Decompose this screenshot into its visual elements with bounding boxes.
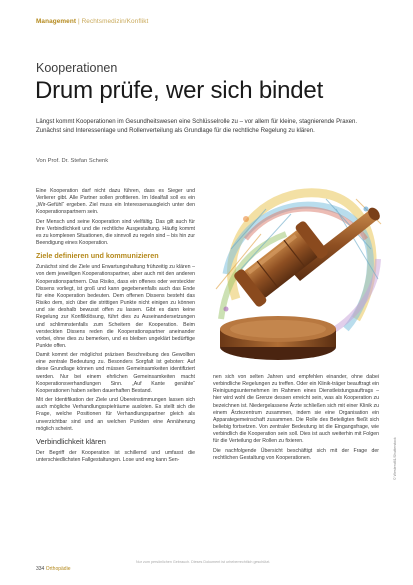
header-separator: | [76, 18, 82, 25]
gavel-sound-block [220, 316, 336, 360]
article-title: Drum prüfe, wer sich bindet [35, 77, 324, 104]
paragraph: Mit der Identifikation der Ziele und Übereinstimmungen lassen sich auch mögliche Verhandlungsspielräume ausloten. Es stellt sich die Frage, welche Positionen für Verhandlungspartner gleich als unverzichtbar sind und an welchen Punkten eine Annäherung möglich scheint. [36, 397, 195, 432]
article-author: Von Prof. Dr. Stefan Schenk [36, 158, 109, 164]
page-footer [36, 566, 70, 572]
article-lead: Längst kommt Kooperationen im Gesundheitswesen eine Schlüsselrolle zu – vor allem für kleine, stagnierende Praxen. Zunächst sind Interessenlage und Rollenverteilung als Grundlage für die rechtliche Regelung zu klären. [36, 118, 358, 134]
paragraph: Der Mensch und seine Kooperation sind vielfältig. Das gilt auch für ihre Verbindlichkeit und die rechtliche Ausgestaltung. Häufig kommt es zu komplexen Situationen, die sinnvoll zu regeln sind – bis hin zur Beendigung eines Kooperation. [36, 218, 195, 247]
paragraph: Damit kommt der möglichst präzisen Beschreibung des Gewollten eine zentrale Bedeutung zu. Besonders Sorgfalt ist geboten: Auf diese Grundlage können und müssen Gemeinsamkeiten identifiziert werden. Nur bei einem ehrlichen Gemeinsamkeiten macht Kooperationsverhandlungen Sinn. „Auf Kante genähte“ Kooperationen haben selten dauerhaften Bestand. [36, 352, 195, 394]
header-topic: Rechtsmedizin/Konflikt [81, 18, 149, 25]
section-heading: Ziele definieren und kommunizieren [36, 251, 159, 261]
section-heading: Verbindlichkeit klären [36, 436, 106, 446]
image-credit: © Westend61/Shutterstock [393, 437, 397, 480]
gavel-illustration [206, 179, 386, 369]
paragraph: nen sich von selten Jahren und empfehlen einander, ohne dabei verbindliche Regelungen zu treffen. Oder ein Klinik-träger beauftragt ein Reinigungsunternehmen im Rahmen eines Dienstleistungsauftrags – hier wird wohl die Grenze dessen erreicht sein, was als Kooperation zu bezeichnen ist. Niedergelassene Ärzte schließen sich mit einer Klinik zu einem Ärztezentrum zusammen, indem sie eine Organisation ein Apparategemeinschaft zusammen. Die Rolle des Beteiligten fließt sich beliebig fortsetzen. Von zentraler Bedeutung ist die Eingangsfrage, wie verbindlich die Kooperation sein soll. Dies ist auch weiterhin mit Folgen für die Verteilung der Rollen zu fixieren. [213, 374, 379, 445]
usage-watermark: Nur zum persönlichen Gebrauch. Dieses Dokument ist urheberrechtlich geschützt. [136, 560, 271, 564]
paragraph: Zunächst sind die Ziele und Erwartungshaltung frühzeitig zu klären – von dem jeweiligen Kooperationspartner, aber auch mit den anderen Kooperationspartnern. Das Risiko, dass ein offenes oder versteckter Dissens vorliegt, ist groß und kann gegebenenfalls auch das Ende für eine Kooperation bedeuten. Dem offenen Dissens besteht das Risiko dem, sich über die strittigen Punkte nicht einigen zu können und sie deshalb bewusst offen zu lassen. Gibt es dann keine Regelung zur Konfliktlösung, führt dies zu Auseinandersetzungen und schlimmstenfalls zum Scheitern der Kooperation. Beim versteckten Dissens reden die Kooperationspartner aneinander vorbei, ohne dies zu bemerken, und es bleiben ungeklärt bedürftige Punkte offen. [36, 264, 195, 349]
paragraph: Die nachfolgende Übersicht beschäftigt sich mit der Frage der rechtlichen Gestaltung von Kooperationen. [213, 447, 379, 461]
paragraph: Der Begriff der Kooperation ist schillernd und umfasst die unterschiedlichsten Fallgestaltungen. Lose und eng kann Sen- [36, 449, 195, 463]
body-column-right [213, 374, 379, 464]
header-section: Management [36, 18, 77, 25]
journal-name: Orthopädie [45, 566, 71, 572]
page-number: 334 [36, 566, 45, 572]
paragraph: Eine Kooperation darf nicht dazu führen, dass es Sieger und Verlierer gibt. Alle Partner sollen profitieren. Im Idealfall soll es ein „Wir-Gefühl“ ergeben. Ziel muss ein Interessenausgleich unter den Kooperationspartnern sein. [36, 188, 195, 216]
running-header [36, 18, 148, 25]
article-kicker: Kooperationen [36, 61, 118, 75]
body-column-left [36, 188, 195, 466]
